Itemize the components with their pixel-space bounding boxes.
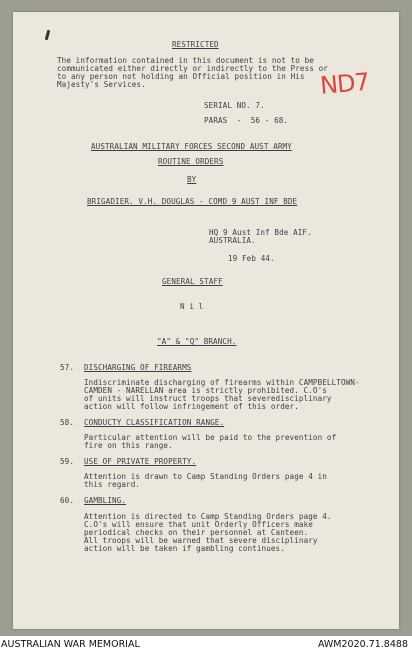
item-body-line: C.O's will ensure that unit Orderly Officers make [84, 520, 313, 529]
paras-range: PARAS - 56 - 68. [204, 116, 289, 125]
item-body-line: Particular attention will be paid to the prevention of [84, 433, 337, 442]
force-heading: AUSTRALIAN MILITARY FORCES SECOND AUST ARMY [91, 142, 292, 151]
item-number: 58. [60, 418, 75, 427]
date: 19 Feb 44. [228, 254, 275, 263]
hq-line-1: HQ 9 Aust Inf Bde AIF. [209, 228, 312, 237]
nil-entry: N i l [180, 302, 204, 311]
item-body-line: periodical checks on their personnel at Canteen. [84, 528, 309, 537]
notice-line-1: The information contained in this document is not to be [57, 56, 314, 65]
branch-heading: "A" & "Q" BRANCH. [157, 337, 237, 346]
item-heading: USE OF PRIVATE PROPERTY. [84, 457, 197, 466]
item-body-line: action will follow infringement of this order. [84, 402, 299, 411]
footer-accession: AWM2020.71.8488 [317, 639, 408, 650]
item-body-line: Indiscriminate discharging of firearms within CAMPBELLTOWN- [84, 378, 360, 387]
notice-line-2: communicated either directly or indirectly to the Press or [57, 64, 328, 73]
item-body-line: fire on this range. [84, 441, 173, 450]
item-body-line: Attention is directed to Camp Standing Orders page 4. [84, 512, 332, 521]
notice-line-4: Majesty's Services. [57, 80, 146, 89]
item-number: 57. [60, 363, 75, 372]
item-body-line: All troops will be warned that severe disciplinary [84, 536, 318, 545]
handwritten-reference: ND7 [319, 67, 370, 100]
classification-heading: RESTRICTED [172, 40, 219, 49]
hq-line-2: AUSTRALIA. [209, 236, 256, 245]
item-body-line: action will be taken if gambling continues. [84, 544, 285, 553]
section-heading: GENERAL STAFF [162, 277, 223, 286]
issuer: BRIGADIER. V.H. DOUGLAS - COMD 9 AUST INF BDE [87, 197, 298, 206]
footer-source: AUSTRALIAN WAR MEMORIAL [1, 639, 140, 650]
by-line: BY [187, 175, 197, 184]
item-number: 59. [60, 457, 75, 466]
item-body-line: this regard. [84, 480, 141, 489]
notice-line-3: to any person not holding an Official position in His [57, 72, 305, 81]
footer-bar [0, 636, 412, 653]
item-body-line: CAMDEN - NARELLAN area is strictly prohibited. C.O's [84, 386, 327, 395]
item-body-line: of units will instruct troops that severedisciplinary [84, 394, 332, 403]
item-heading: CONDUCTY CLASSIFICATION RANGE. [84, 418, 225, 427]
item-heading: DISCHARGING OF FIREARMS [84, 363, 192, 372]
serial-number: SERIAL NO. 7. [204, 101, 265, 110]
item-number: 60. [60, 496, 75, 505]
document-title: ROUTINE ORDERS [158, 157, 224, 166]
item-heading: GAMBLING. [84, 496, 127, 505]
item-body-line: Attention is drawn to Camp Standing Orders page 4 in [84, 472, 327, 481]
